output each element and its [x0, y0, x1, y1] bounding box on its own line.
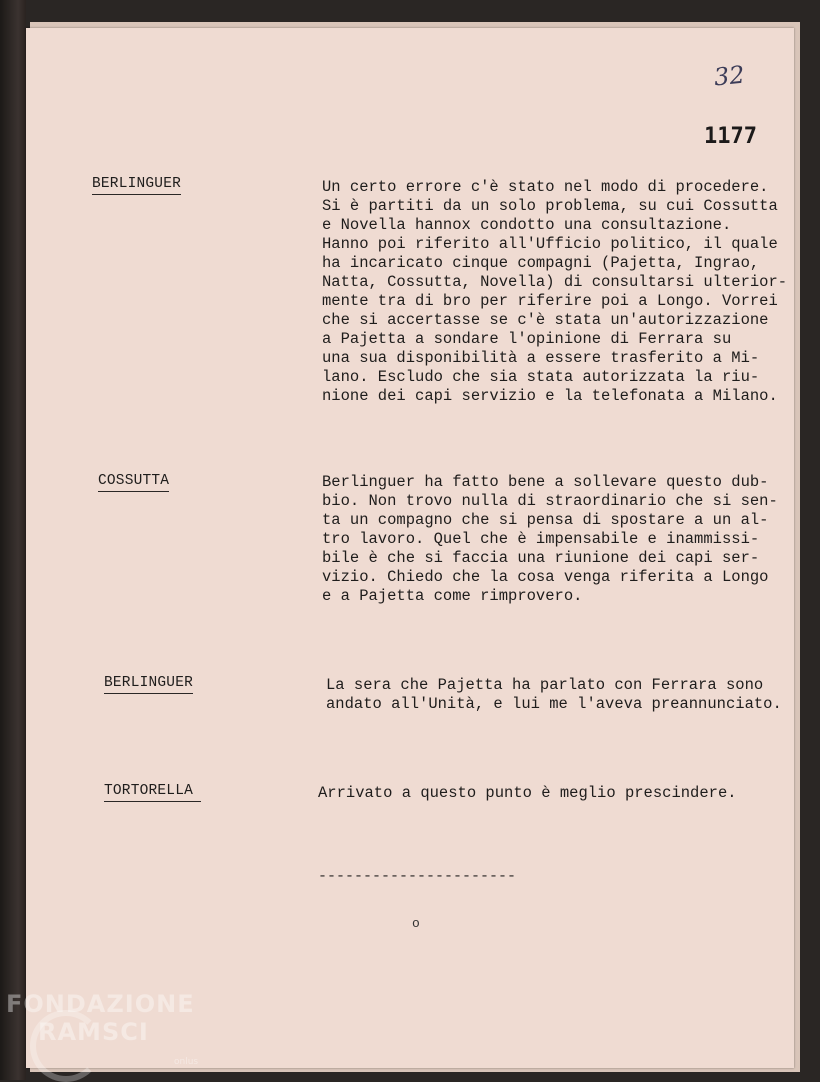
speaker-name: TORTORELLA: [104, 783, 201, 802]
watermark: FONDAZIONE RAMSCI onlus: [6, 990, 199, 1067]
speech-text: Berlinguer ha fatto bene a sollevare questo dub- bio. Non trovo nulla di straordinario che si sen- ta un compagno che si pensa di spostare a un al- tro lavoro. Quel che è impensabile e inammissi- bile è che si faccia una riunione dei capi ser- vizio. Chiedo che la cosa venga riferita a Longo e a Pajetta come rimprovero.: [322, 473, 778, 605]
document-page: [26, 28, 794, 1068]
handwritten-folio-number: 32: [712, 60, 746, 92]
speaker-name: COSSUTTA: [98, 473, 169, 492]
end-mark: o: [412, 916, 420, 931]
speech-text: La sera che Pajetta ha parlato con Ferrara sono andato all'Unità, e lui me l'aveva preannunciato.: [326, 676, 782, 713]
binder-edge: [0, 0, 26, 1080]
page-number: 1177: [704, 124, 757, 149]
speaker-name: BERLINGUER: [92, 176, 181, 195]
closing-divider: ----------------------: [318, 868, 517, 885]
speech-text: Arrivato a questo punto è meglio prescindere.: [318, 784, 737, 802]
speaker-name: BERLINGUER: [104, 675, 193, 694]
speech-text: Un certo errore c'è stato nel modo di procedere. Si è partiti da un solo problema, su cui Cossutta e Novella hannox condotto una consultazione. Hanno poi riferito all'Ufficio politico, il quale ha incaricato cinque compagni (Pajetta, Ingrao, Natta, Cossutta, Novella) di consultarsi ulterior- mente tra di bro per riferire poi a Longo. Vorrei che si accertasse se c'è stata un'autorizzazione a Pajetta a sondare l'opinione di Ferrara su una sua disponibilità a essere trasferito a Mi- lano. Escludo che sia stata autorizzata la riu- nione dei capi servizio e la telefonata a Milano.: [322, 178, 788, 405]
